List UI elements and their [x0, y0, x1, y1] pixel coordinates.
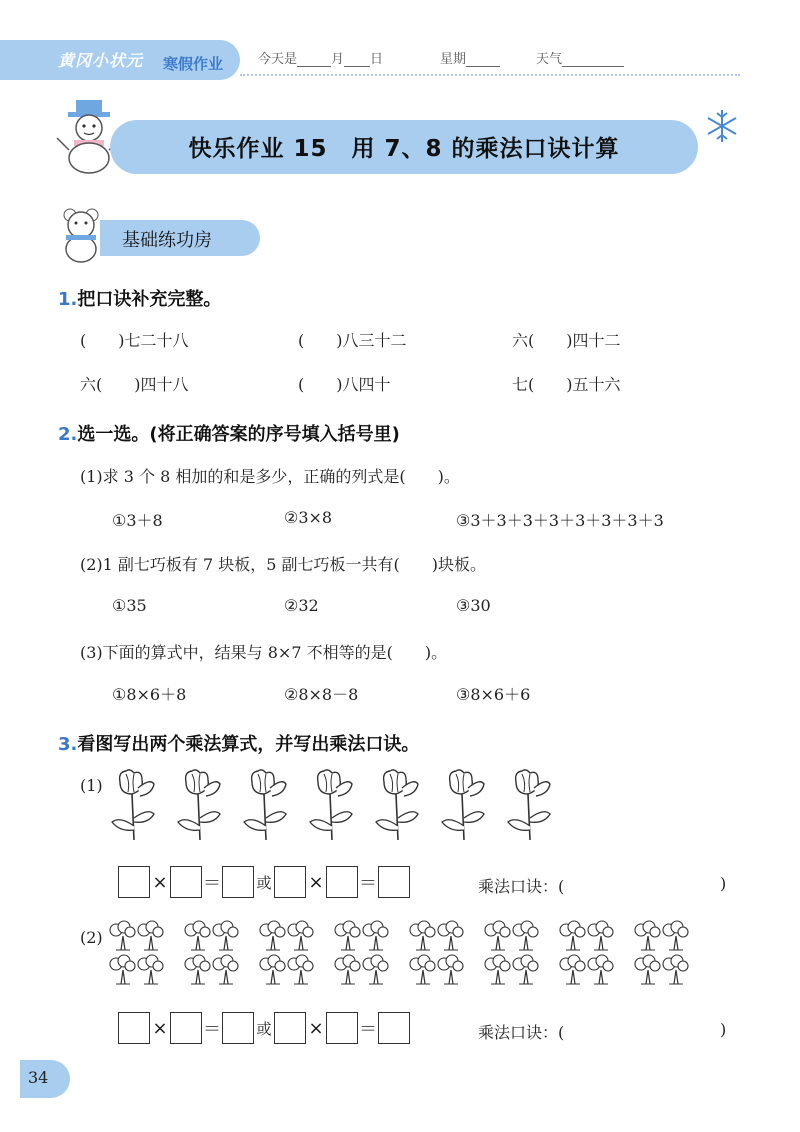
answer-box[interactable] — [378, 1012, 410, 1044]
q3-part1-equations — [118, 866, 410, 898]
q3-part1-rhyme-label: 乘法口诀：( — [478, 877, 565, 896]
times-sign: × — [308, 871, 324, 893]
q1-blank-5: ( )八四十 — [298, 375, 391, 394]
equals-sign: ＝ — [203, 873, 221, 894]
snowflake-icon — [704, 108, 740, 144]
week-label: 星期 — [440, 52, 467, 67]
q3-part1-rhyme-close: ) — [720, 874, 727, 893]
q3-part2-label: (2) — [80, 928, 103, 947]
q3-part2-rhyme-close: ) — [720, 1020, 727, 1039]
day-label: 日 — [370, 52, 384, 67]
bear-icon — [56, 205, 106, 263]
q2-sub1-option-1: ①3＋8 — [112, 511, 163, 530]
question-3-number: 3. — [58, 734, 78, 755]
answer-box[interactable] — [222, 1012, 254, 1044]
question-1-number: 1. — [58, 289, 78, 310]
brand-logo: 黄冈小状元 — [58, 51, 144, 70]
question-1-title — [58, 285, 221, 311]
answer-box[interactable] — [326, 866, 358, 898]
page-title: 快乐作业 15 用 7、8 的乘法口诀计算 — [188, 136, 620, 162]
answer-box[interactable] — [326, 1012, 358, 1044]
answer-box[interactable] — [222, 866, 254, 898]
tree-picture — [108, 918, 698, 988]
q2-sub2-text: (2)1 副七巧板有 7 块板，5 副七巧板一共有( )块板。 — [80, 555, 487, 574]
times-sign: × — [152, 1017, 168, 1039]
flower-picture — [110, 768, 560, 848]
today-label: 今天是 — [258, 52, 298, 67]
answer-box[interactable] — [378, 866, 410, 898]
week-field — [440, 48, 500, 67]
q1-blank-3: 六( )四十二 — [512, 331, 621, 350]
answer-box[interactable] — [274, 1012, 306, 1044]
q2-sub3-option-3: ③8×6＋6 — [456, 685, 531, 704]
times-sign: × — [308, 1017, 324, 1039]
q2-sub2-option-3: ③30 — [456, 596, 491, 615]
section-label: 基础练功房 — [122, 230, 212, 251]
weather-label: 天气 — [536, 52, 563, 67]
question-3-title — [58, 730, 419, 756]
q2-sub1-option-2: ②3×8 — [284, 508, 333, 527]
answer-box[interactable] — [170, 866, 202, 898]
question-2-number: 2. — [58, 424, 78, 445]
q1-blank-2: ( )八三十二 — [298, 331, 407, 350]
q2-sub1-option-3: ③3＋3＋3＋3＋3＋3＋3＋3 — [456, 511, 664, 530]
question-2-text: 选一选。(将正确答案的序号填入括号里) — [77, 424, 400, 445]
weather-field — [536, 48, 624, 67]
answer-box[interactable] — [170, 1012, 202, 1044]
q1-blank-1: ( )七二十八 — [80, 331, 189, 350]
answer-box[interactable] — [118, 866, 150, 898]
q2-sub3-option-1: ①8×6＋8 — [112, 685, 187, 704]
header-subtitle: 寒假作业 — [163, 55, 224, 73]
q2-sub3-text: (3)下面的算式中，结果与 8×7 不相等的是( )。 — [80, 643, 448, 662]
equals-sign: ＝ — [359, 1019, 377, 1040]
q2-sub2-option-1: ①35 — [112, 596, 147, 615]
or-label: 或 — [256, 1019, 272, 1038]
q2-sub3-option-2: ②8×8－8 — [284, 685, 359, 704]
q3-part1-label: (1) — [80, 776, 103, 795]
q1-blank-4: 六( )四十八 — [80, 375, 189, 394]
q3-part2-equations — [118, 1012, 410, 1044]
question-3-text: 看图写出两个乘法算式，并写出乘法口诀。 — [77, 734, 420, 755]
q2-sub1-text: (1)求 3 个 8 相加的和是多少，正确的列式是( )。 — [80, 467, 460, 486]
answer-box[interactable] — [118, 1012, 150, 1044]
times-sign: × — [152, 871, 168, 893]
question-2-title — [58, 420, 400, 446]
date-field — [258, 48, 383, 67]
header-divider — [240, 74, 740, 76]
page-number: 34 — [28, 1068, 49, 1087]
month-label: 月 — [331, 52, 345, 67]
equals-sign: ＝ — [359, 873, 377, 894]
q3-part2-rhyme-label: 乘法口诀：( — [478, 1023, 565, 1042]
q2-sub2-option-2: ②32 — [284, 596, 319, 615]
q1-blank-6: 七( )五十六 — [512, 375, 621, 394]
question-1-text: 把口诀补充完整。 — [77, 289, 222, 310]
or-label: 或 — [256, 873, 272, 892]
answer-box[interactable] — [274, 866, 306, 898]
equals-sign: ＝ — [203, 1019, 221, 1040]
